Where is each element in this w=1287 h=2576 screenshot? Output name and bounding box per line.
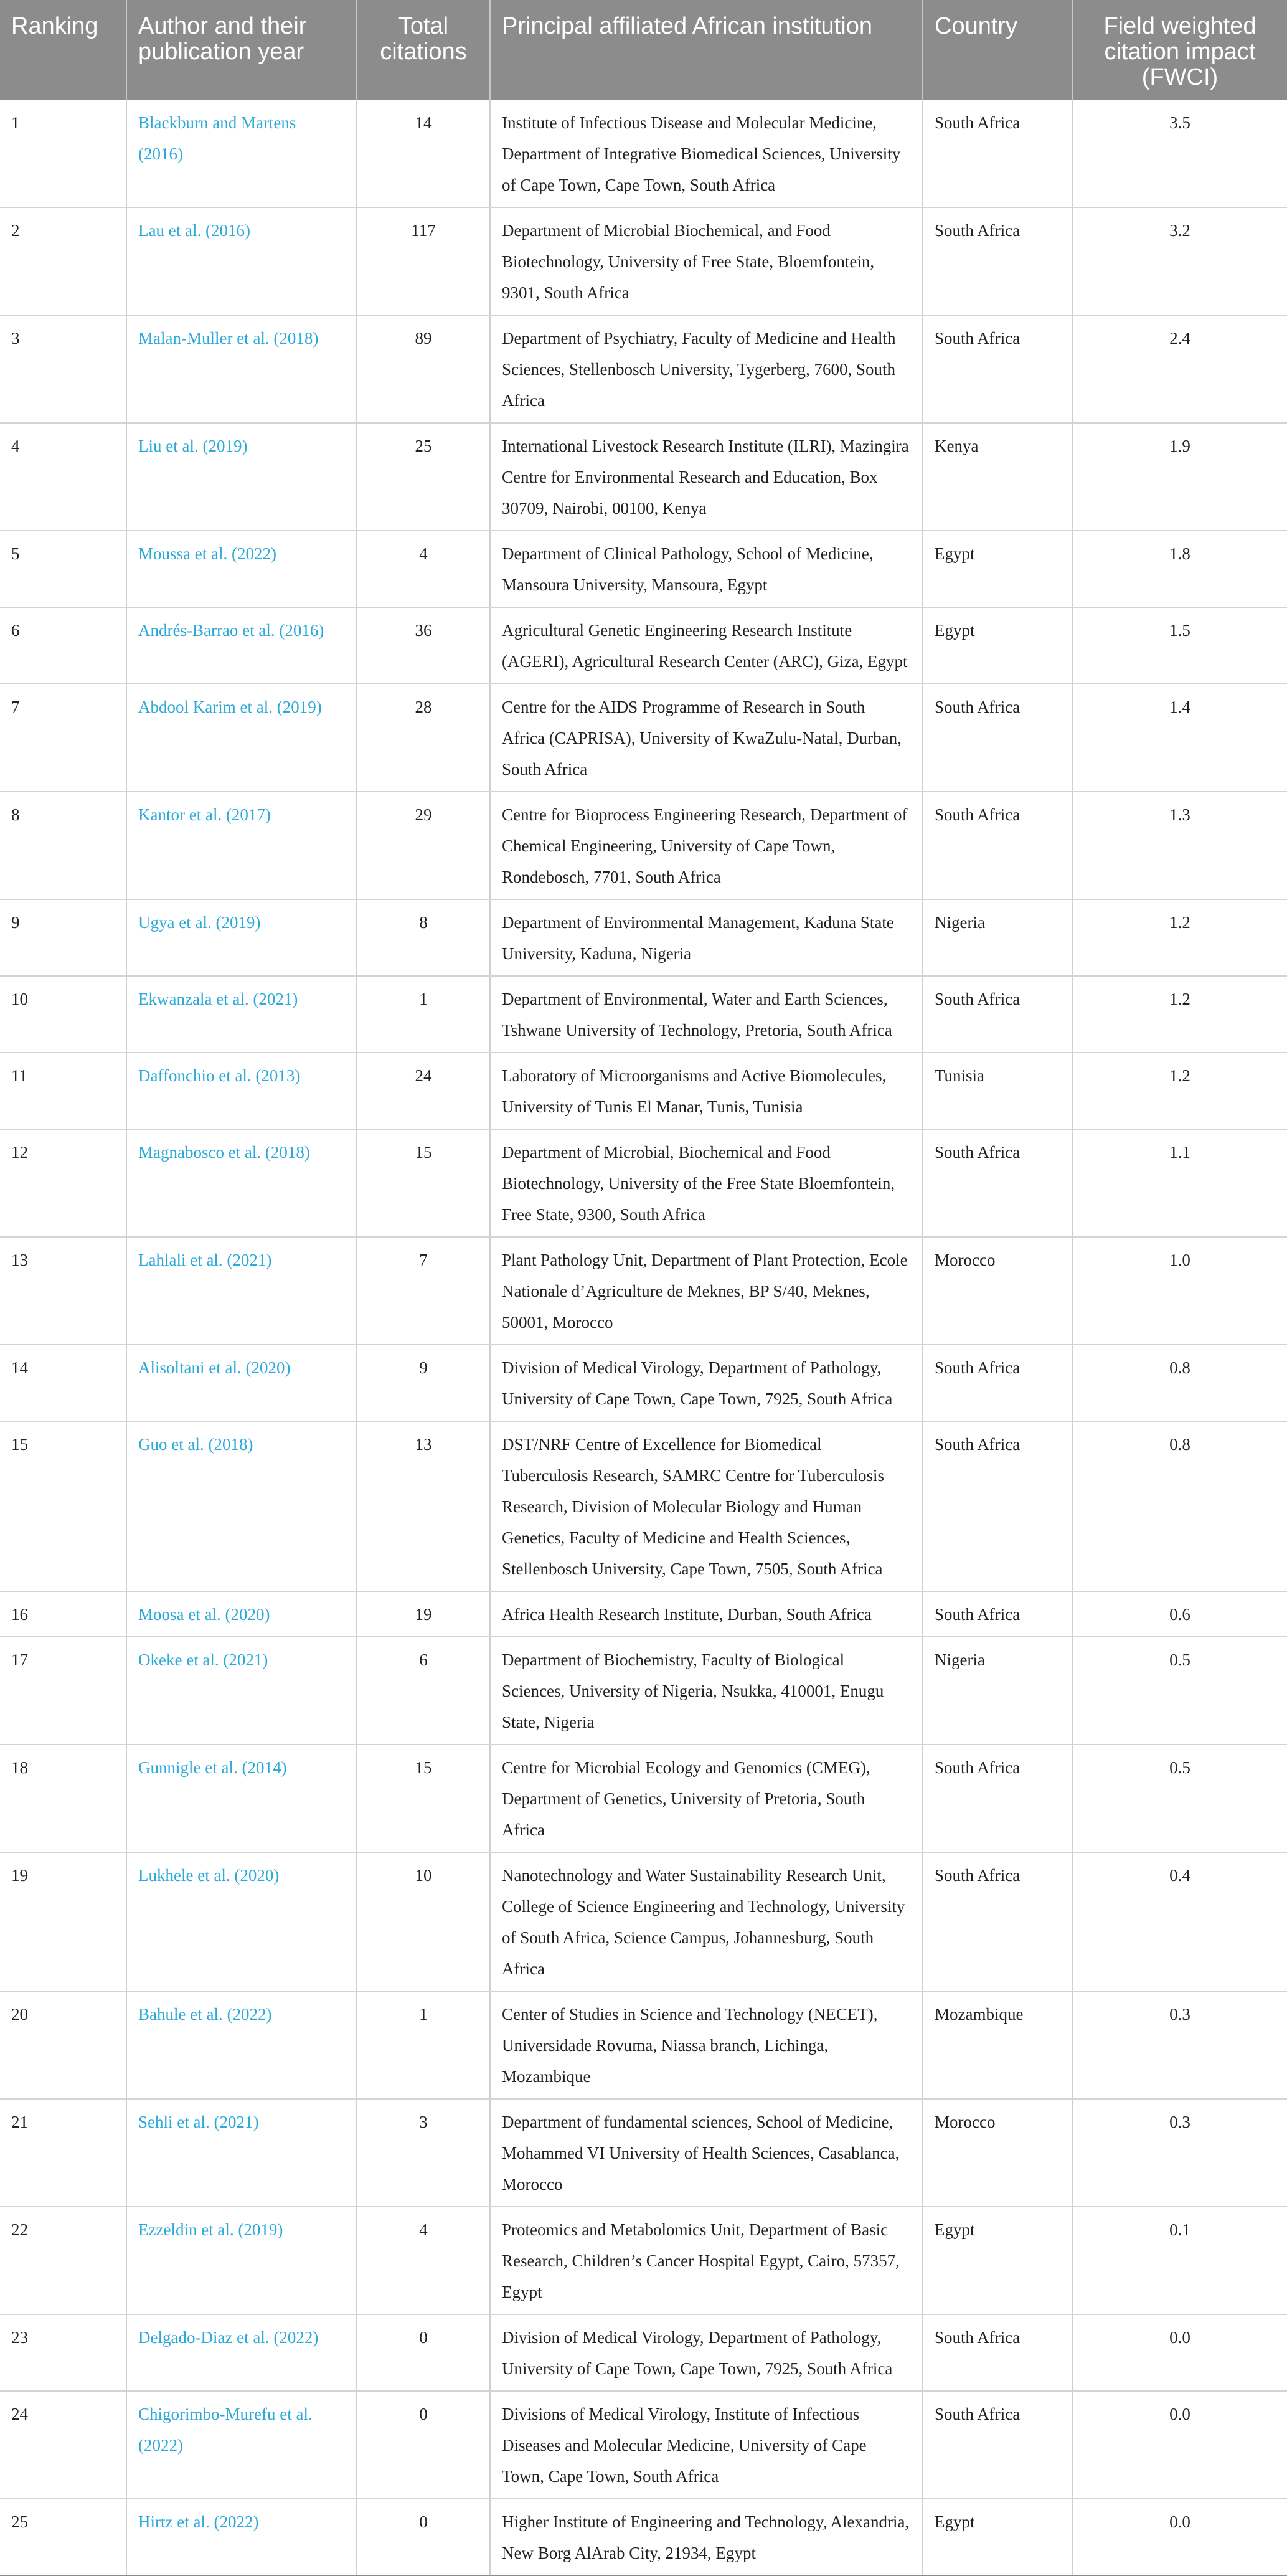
author-link[interactable]: Sehli et al. (2021) [126,2099,357,2207]
author-link[interactable]: Delgado-Diaz et al. (2022) [126,2314,357,2391]
institution-cell: Department of fundamental sciences, School of Medicine, Mohammed VI University of Health Sciences, Casablanca, Morocco [490,2099,923,2207]
table-row [0,1053,1287,1129]
ranking-cell: 6 [0,607,126,684]
citations-cell: 13 [357,1421,490,1591]
fwci-cell: 2.4 [1072,315,1287,423]
country-cell: South Africa [923,315,1072,423]
ranking-cell: 3 [0,315,126,423]
institution-cell: Higher Institute of Engineering and Technology, Alexandria, New Borg AlArab City, 21934, Egypt [490,2499,923,2575]
ranking-cell: 9 [0,899,126,976]
country-cell: Egypt [923,2499,1072,2575]
fwci-cell: 1.2 [1072,1053,1287,1129]
ranking-cell: 10 [0,976,126,1053]
table-row [0,1237,1287,1345]
table-row [0,976,1287,1053]
country-cell: Kenya [923,423,1072,531]
citations-cell: 1 [357,1991,490,2099]
country-cell: Nigeria [923,899,1072,976]
ranking-cell: 21 [0,2099,126,2207]
citations-cell: 0 [357,2391,490,2499]
fwci-cell: 1.5 [1072,607,1287,684]
institution-cell: Department of Psychiatry, Faculty of Medicine and Health Sciences, Stellenbosch University, Tygerberg, 7600, South Africa [490,315,923,423]
author-link[interactable]: Moosa et al. (2020) [126,1591,357,1637]
country-cell: Egypt [923,607,1072,684]
fwci-cell: 1.8 [1072,531,1287,607]
fwci-cell: 1.2 [1072,899,1287,976]
header-institution: Principal affiliated African institution [490,0,923,100]
institution-cell: Nanotechnology and Water Sustainability Research Unit, College of Science Engineering and Technology, University of South Africa, Science Campus, Johannesburg, South Africa [490,1852,923,1991]
citations-cell: 36 [357,607,490,684]
institution-cell: Institute of Infectious Disease and Molecular Medicine, Department of Integrative Biomedical Sciences, University of Cape Town, Cape Town, South Africa [490,100,923,207]
fwci-cell: 1.2 [1072,976,1287,1053]
country-cell: South Africa [923,1129,1072,1237]
fwci-cell: 0.4 [1072,1852,1287,1991]
author-link[interactable]: Abdool Karim et al. (2019) [126,684,357,792]
institution-cell: Laboratory of Microorganisms and Active Biomolecules, University of Tunis El Manar, Tunis, Tunisia [490,1053,923,1129]
table-row [0,1591,1287,1637]
institution-cell: Centre for Bioprocess Engineering Research, Department of Chemical Engineering, University of Cape Town, Rondebosch, 7701, South Africa [490,792,923,899]
author-link[interactable]: Daffonchio et al. (2013) [126,1053,357,1129]
table-row [0,684,1287,792]
table-row [0,1345,1287,1421]
ranking-cell: 24 [0,2391,126,2499]
author-link[interactable]: Bahule et al. (2022) [126,1991,357,2099]
author-link[interactable]: Ugya et al. (2019) [126,899,357,976]
citations-cell: 4 [357,531,490,607]
author-link[interactable]: Gunnigle et al. (2014) [126,1745,357,1852]
table-row [0,2391,1287,2499]
citations-cell: 3 [357,2099,490,2207]
author-link[interactable]: Okeke et al. (2021) [126,1637,357,1745]
fwci-cell: 1.9 [1072,423,1287,531]
ranking-cell: 11 [0,1053,126,1129]
citations-cell: 89 [357,315,490,423]
country-cell: South Africa [923,1345,1072,1421]
citations-cell: 14 [357,100,490,207]
ranking-cell: 8 [0,792,126,899]
table-row [0,1421,1287,1591]
institution-cell: Division of Medical Virology, Department of Pathology, University of Cape Town, Cape Town, 7925, South Africa [490,2314,923,2391]
table-row [0,1852,1287,1991]
author-link[interactable]: Kantor et al. (2017) [126,792,357,899]
header-citations: Total citations [357,0,490,100]
institution-cell: Department of Microbial, Biochemical and Food Biotechnology, University of the Free State Bloemfontein, Free State, 9300, South Africa [490,1129,923,1237]
table-row [0,1991,1287,2099]
ranking-cell: 25 [0,2499,126,2575]
country-cell: Tunisia [923,1053,1072,1129]
country-cell: South Africa [923,2391,1072,2499]
fwci-cell: 0.3 [1072,2099,1287,2207]
table-header [0,0,1287,100]
institution-cell: Africa Health Research Institute, Durban, South Africa [490,1591,923,1637]
institution-cell: Center of Studies in Science and Technology (NECET), Universidade Rovuma, Niassa branch, Lichinga, Mozambique [490,1991,923,2099]
table-body [0,100,1287,2575]
author-link[interactable]: Moussa et al. (2022) [126,531,357,607]
author-link[interactable]: Chigorimbo-Murefu et al. (2022) [126,2391,357,2499]
header-author: Author and their publication year [126,0,357,100]
citations-cell: 0 [357,2499,490,2575]
institution-cell: Department of Clinical Pathology, School of Medicine, Mansoura University, Mansoura, Egypt [490,531,923,607]
ranking-cell: 1 [0,100,126,207]
citations-cell: 7 [357,1237,490,1345]
ranking-cell: 22 [0,2207,126,2314]
citations-cell: 117 [357,207,490,315]
author-link[interactable]: Guo et al. (2018) [126,1421,357,1591]
ranking-cell: 13 [0,1237,126,1345]
ranking-cell: 12 [0,1129,126,1237]
table-row [0,531,1287,607]
ranking-cell: 23 [0,2314,126,2391]
country-cell: Egypt [923,531,1072,607]
institution-cell: Agricultural Genetic Engineering Research Institute (AGERI), Agricultural Research Center (ARC), Giza, Egypt [490,607,923,684]
institution-cell: Proteomics and Metabolomics Unit, Department of Basic Research, Children’s Cancer Hospital Egypt, Cairo, 57357, Egypt [490,2207,923,2314]
fwci-cell: 0.8 [1072,1345,1287,1421]
author-link[interactable]: Ekwanzala et al. (2021) [126,976,357,1053]
fwci-cell: 1.3 [1072,792,1287,899]
institution-cell: Division of Medical Virology, Department of Pathology, University of Cape Town, Cape Town, 7925, South Africa [490,1345,923,1421]
institution-cell: Centre for the AIDS Programme of Research in South Africa (CAPRISA), University of KwaZulu-Natal, Durban, South Africa [490,684,923,792]
fwci-cell: 3.2 [1072,207,1287,315]
citations-cell: 0 [357,2314,490,2391]
institution-cell: DST/NRF Centre of Excellence for Biomedical Tuberculosis Research, SAMRC Centre for Tuberculosis Research, Division of Molecular Biology and Human Genetics, Faculty of Medicine and Health Sciences, Stellenbosch University, Cape Town, 7505, South Africa [490,1421,923,1591]
table-row [0,792,1287,899]
author-link[interactable]: Alisoltani et al. (2020) [126,1345,357,1421]
ranking-cell: 2 [0,207,126,315]
citations-cell: 25 [357,423,490,531]
country-cell: South Africa [923,684,1072,792]
table-row [0,315,1287,423]
country-cell: South Africa [923,1591,1072,1637]
author-link[interactable]: Hirtz et al. (2022) [126,2499,357,2575]
institution-cell: Department of Environmental Management, Kaduna State University, Kaduna, Nigeria [490,899,923,976]
ranking-cell: 14 [0,1345,126,1421]
fwci-cell: 1.4 [1072,684,1287,792]
author-link[interactable]: Blackburn and Martens (2016) [126,100,357,207]
institution-cell: Department of Microbial Biochemical, and Food Biotechnology, University of Free State, Bloemfontein, 9301, South Africa [490,207,923,315]
fwci-cell: 3.5 [1072,100,1287,207]
institution-cell: Divisions of Medical Virology, Institute of Infectious Diseases and Molecular Medicine, University of Cape Town, Cape Town, South Africa [490,2391,923,2499]
country-cell: South Africa [923,2314,1072,2391]
ranking-cell: 18 [0,1745,126,1852]
table-row [0,1637,1287,1745]
fwci-cell: 1.0 [1072,1237,1287,1345]
citations-cell: 15 [357,1745,490,1852]
ranking-cell: 15 [0,1421,126,1591]
country-cell: South Africa [923,100,1072,207]
citations-cell: 28 [357,684,490,792]
fwci-cell: 0.0 [1072,2391,1287,2499]
fwci-cell: 0.5 [1072,1745,1287,1852]
institution-cell: International Livestock Research Institute (ILRI), Mazingira Centre for Environmental Research and Education, Box 30709, Nairobi, 00100, Kenya [490,423,923,531]
ranking-cell: 19 [0,1852,126,1991]
ranking-cell: 20 [0,1991,126,2099]
institution-cell: Plant Pathology Unit, Department of Plant Protection, Ecole Nationale d’Agriculture de Meknes, BP S/40, Meknes, 50001, Morocco [490,1237,923,1345]
header-row [0,0,1287,100]
table-row [0,2099,1287,2207]
author-link[interactable]: Andrés-Barrao et al. (2016) [126,607,357,684]
header-fwci: Field weighted citation impact (FWCI) [1072,0,1287,100]
country-cell: South Africa [923,792,1072,899]
country-cell: Morocco [923,1237,1072,1345]
country-cell: South Africa [923,1421,1072,1591]
citations-cell: 29 [357,792,490,899]
country-cell: South Africa [923,976,1072,1053]
table-row [0,899,1287,976]
table-row [0,2207,1287,2314]
table-row [0,607,1287,684]
table-row [0,1129,1287,1237]
table-row [0,423,1287,531]
author-link[interactable]: Magnabosco et al. (2018) [126,1129,357,1237]
citations-cell: 9 [357,1345,490,1421]
country-cell: Mozambique [923,1991,1072,2099]
fwci-cell: 1.1 [1072,1129,1287,1237]
citations-cell: 8 [357,899,490,976]
ranking-cell: 17 [0,1637,126,1745]
author-link[interactable]: Liu et al. (2019) [126,423,357,531]
institution-cell: Centre for Microbial Ecology and Genomics (CMEG), Department of Genetics, University of Pretoria, South Africa [490,1745,923,1852]
author-link[interactable]: Ezzeldin et al. (2019) [126,2207,357,2314]
ranking-cell: 4 [0,423,126,531]
author-link[interactable]: Lahlali et al. (2021) [126,1237,357,1345]
citations-cell: 6 [357,1637,490,1745]
table-row [0,1745,1287,1852]
country-cell: Nigeria [923,1637,1072,1745]
fwci-cell: 0.5 [1072,1637,1287,1745]
country-cell: South Africa [923,1852,1072,1991]
fwci-cell: 0.0 [1072,2499,1287,2575]
citations-cell: 15 [357,1129,490,1237]
table-row [0,2499,1287,2575]
citations-cell: 4 [357,2207,490,2314]
author-link[interactable]: Malan-Muller et al. (2018) [126,315,357,423]
institution-cell: Department of Environmental, Water and Earth Sciences, Tshwane University of Technology, Pretoria, South Africa [490,976,923,1053]
header-ranking: Ranking [0,0,126,100]
header-country: Country [923,0,1072,100]
fwci-cell: 0.1 [1072,2207,1287,2314]
citations-cell: 24 [357,1053,490,1129]
table-row [0,207,1287,315]
author-link[interactable]: Lau et al. (2016) [126,207,357,315]
ranking-cell: 5 [0,531,126,607]
institution-cell: Department of Biochemistry, Faculty of Biological Sciences, University of Nigeria, Nsukka, 410001, Enugu State, Nigeria [490,1637,923,1745]
fwci-cell: 0.3 [1072,1991,1287,2099]
fwci-cell: 0.6 [1072,1591,1287,1637]
ranking-cell: 16 [0,1591,126,1637]
fwci-cell: 0.8 [1072,1421,1287,1591]
country-cell: South Africa [923,207,1072,315]
fwci-cell: 0.0 [1072,2314,1287,2391]
table-row [0,100,1287,207]
country-cell: Morocco [923,2099,1072,2207]
citations-cell: 10 [357,1852,490,1991]
country-cell: Egypt [923,2207,1072,2314]
ranking-cell: 7 [0,684,126,792]
citations-cell: 19 [357,1591,490,1637]
citations-cell: 1 [357,976,490,1053]
table-row [0,2314,1287,2391]
country-cell: South Africa [923,1745,1072,1852]
author-link[interactable]: Lukhele et al. (2020) [126,1852,357,1991]
